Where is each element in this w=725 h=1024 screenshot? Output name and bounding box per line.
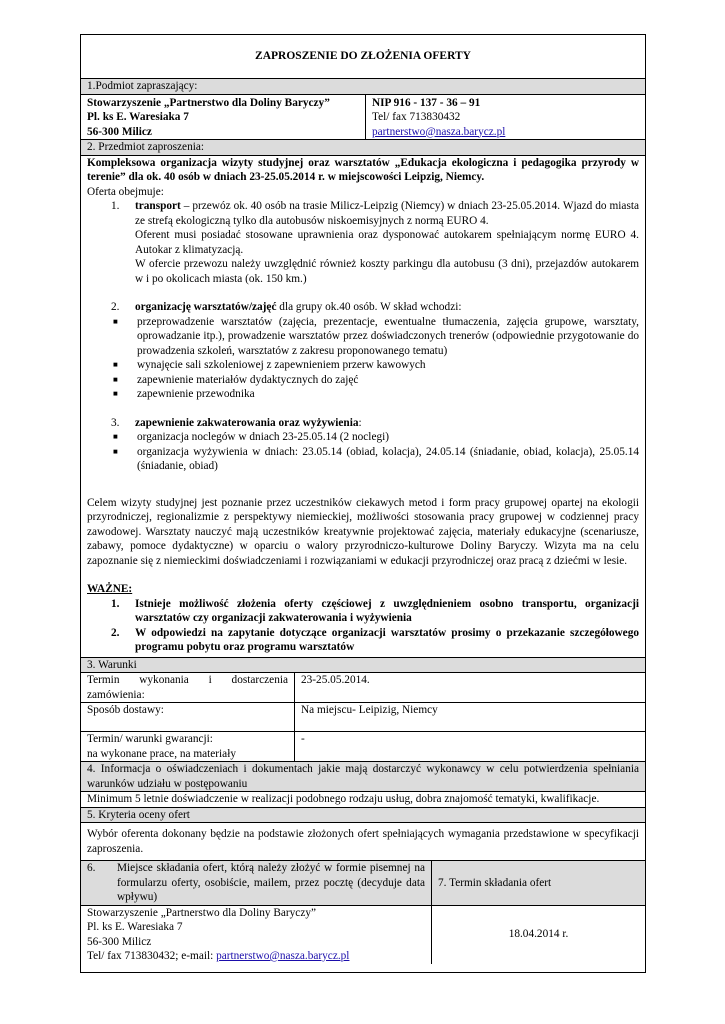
- bullet-icon: ■: [113, 446, 118, 456]
- submission-city: 56-300 Milicz: [87, 935, 152, 948]
- important-label: WAŻNE:: [87, 583, 133, 595]
- list-item: ■ wynajęcie sali szkoleniowej z zapewnieniem przerw kawowych: [87, 358, 639, 373]
- subject-intro: Kompleksowa organizacja wizyty studyjnej oraz warsztatów „Edukacja ekologiczna i pedagogika przyrody w terenie” dla ok. 40 osób w dniach 23-25.05.2014 r. w miejscowości Leipzig, Niemcy.: [87, 156, 639, 183]
- inviter-phone: Tel/ fax 713830432: [372, 111, 461, 123]
- inviter-address: [81, 95, 365, 140]
- submission-street: Pl. ks E. Waresiaka 7: [87, 921, 183, 933]
- important-item: 2. W odpowiedzi na zapytanie dotyczące organizacji warsztatów prosimy o przekazanie szczegółowego programu pobytu oraz programu warsztatów: [87, 626, 639, 655]
- submission-contact: Tel/ fax 713830432; e-mail: partnerstwo@nasza.barycz.pl: [87, 950, 350, 962]
- offer-includes-label: Oferta obejmuje:: [87, 185, 164, 198]
- section-1-body: [81, 94, 645, 140]
- item-number: 1.: [111, 597, 120, 610]
- condition-value: 23-25.05.2014.: [294, 673, 645, 702]
- list-item: ■ zapewnienie materiałów dydaktycznych do zajęć: [87, 373, 639, 388]
- submission-address: [81, 906, 431, 964]
- section-number: 6.: [87, 862, 96, 874]
- bullet-icon: ■: [113, 316, 118, 326]
- conditions-row: [81, 672, 645, 702]
- submission-email-link[interactable]: partnerstwo@nasza.barycz.pl: [216, 950, 350, 962]
- section-2-header: 2. Przedmiot zaproszenia:: [81, 139, 645, 155]
- condition-value: Na miejscu- Leipizig, Niemcy: [294, 703, 645, 731]
- condition-label: Sposób dostawy:: [87, 704, 164, 716]
- inviter-name: Stowarzyszenie „Partnerstwo dla Doliny Baryczy”: [87, 96, 330, 109]
- section-3-header: 3. Warunki: [81, 657, 645, 673]
- section-5-body: Wybór oferenta dokonany będzie na podstawie złożonych ofert spełniających wymagania przedstawione w specyfikacji zaproszenia.: [81, 822, 645, 860]
- section-1-header: 1.Podmiot zapraszający:: [81, 78, 645, 94]
- conditions-row: [81, 731, 645, 761]
- item-paragraph: Oferent musi posiadać stosowane uprawnienia oraz dysponować autokarem spełniającym normę EURO 4. Autokar z klimatyzacją.: [135, 229, 639, 256]
- inviter-contact: [365, 95, 645, 140]
- item-text: dla grupy ok.40 osób. W skład wchodzi:: [276, 301, 462, 313]
- section-6-7-header: [81, 860, 645, 905]
- item-number: 3.: [111, 416, 120, 429]
- inviter-email-link[interactable]: partnerstwo@nasza.barycz.pl: [372, 125, 506, 138]
- item-title: organizację warsztatów/zajęć: [135, 301, 277, 313]
- conditions-row: [81, 702, 645, 731]
- condition-label: Termin wykonania i dostarczenia zamówienia:: [87, 674, 288, 701]
- section-7-header: 7. Termin składania ofert: [431, 861, 645, 905]
- document-title: ZAPROSZENIE DO ZŁOŻENIA OFERTY: [255, 50, 471, 62]
- item-accommodation: [87, 416, 639, 431]
- bullet-icon: ■: [113, 389, 118, 398]
- bullet-icon: ■: [113, 374, 118, 384]
- section-6-header: 6. Miejsce składania ofert, którą należy złożyć w formie pisemnej na formularzu oferty, osobiście, mailem, przez pocztę (decyduje data wpływu): [87, 862, 425, 903]
- bullet-icon: ■: [113, 360, 118, 369]
- item-number: 2.: [111, 626, 120, 639]
- list-item: ■ zapewnienie przewodnika: [87, 387, 639, 402]
- list-item: ■ przeprowadzenie warsztatów (zajęcia, prezentacje, ewentualne tłumaczenia, zajęcia grupowe, warsztaty, oprowadzanie itp.), prowadzenie warsztatów przez doświadczonych trenerów (odpowiednie przygotowanie do prowadzenia szkoleń, warsztatów z zakresu proponowanego tematu): [87, 315, 639, 359]
- condition-value: -: [294, 732, 645, 761]
- inviter-city: 56-300 Milicz: [87, 125, 152, 138]
- visit-goal-paragraph: Celem wizyty studyjnej jest poznanie przez uczestników ciekawych metod i form pracy grupowej opartej na ekologii przyrodniczej, regionalizmie z perspektywy niemieckiej, możliwości stosowania pracy grupowej w codziennej pracy zawodowej. Warsztaty nauczyć mają uczestników kreatywnie projektować zajęcia, materiały edukacyjne (scenariusze, zabawy, pomoce dydaktyczne) w oparciu o walory przyrodniczo-kulturowe Doliny Baryczy. Wizyta ma na celu zapoznanie się z niemieckimi doświadczeniami i rozwiązaniami w edukacji przyrodniczej oraz pracą z dziećmi w lesie.: [87, 496, 639, 567]
- section-4-header: 4. Informacja o oświadczeniach i dokumentach jakie mają dostarczyć wykonawcy w celu potwierdzenia spełniania warunków udziału w postępowaniu: [81, 761, 645, 791]
- list-item: ■ organizacja wyżywienia w dniach: 23.05.14 (obiad, kolacja), 24.05.14 (śniadanie, obiad, kolacja), 25.05.14 (śniadanie, obiad): [87, 445, 639, 474]
- item-number: 2.: [111, 301, 120, 313]
- section-2-body: [81, 155, 645, 657]
- condition-label: Termin/ warunki gwarancji: na wykonane prace, na materiały: [87, 733, 236, 760]
- item-number: 1.: [111, 200, 120, 212]
- section-4-body: Minimum 5 letnie doświadczenie w realizacji podobnego rodzaju usług, dobra znajomość tematyki, kwalifikacje.: [81, 791, 645, 807]
- offer-invitation-document: [80, 34, 646, 973]
- inviter-street: Pl. ks E. Waresiaka 7: [87, 111, 189, 123]
- item-transport: [87, 199, 639, 286]
- accommodation-bullet-list: [87, 430, 639, 474]
- submission-deadline: 18.04.2014 r.: [431, 906, 645, 964]
- list-item: ■ organizacja noclegów w dniach 23-25.05.14 (2 noclegi): [87, 430, 639, 445]
- item-text: :: [358, 416, 362, 429]
- section-5-header: 5. Kryteria oceny ofert: [81, 807, 645, 823]
- bullet-icon: ■: [113, 432, 118, 441]
- item-title: zapewnienie zakwaterowania oraz wyżywienia: [135, 416, 359, 429]
- item-text: – przewóz ok. 40 osób na trasie Milicz-Leipzig (Niemcy) w dniach 23-25.05.2014. Wjazd do miasta ze strefą ekologiczną tylko dla autobusów niskoemisyjnych z normą EURO 4.: [135, 200, 639, 227]
- item-paragraph: W ofercie przewozu należy uwzględnić również koszty parkingu dla autobusu (3 dni), przejazdów autokarem w i po okolicach miasta (ok. 150 km.): [135, 258, 639, 285]
- item-title: transport: [135, 200, 181, 212]
- submission-org-name: Stowarzyszenie „Partnerstwo dla Doliny Baryczy”: [87, 906, 316, 919]
- item-workshops: [87, 300, 639, 315]
- important-item: 1. Istnieje możliwość złożenia oferty częściowej z uwzględnieniem osobno transportu, organizacji warsztatów czy organizacji zakwaterowania i wyżywienia: [87, 597, 639, 626]
- inviter-nip: NIP 916 - 137 - 36 – 91: [372, 96, 481, 109]
- section-6-7-body: [81, 905, 645, 972]
- workshop-bullet-list: [87, 315, 639, 402]
